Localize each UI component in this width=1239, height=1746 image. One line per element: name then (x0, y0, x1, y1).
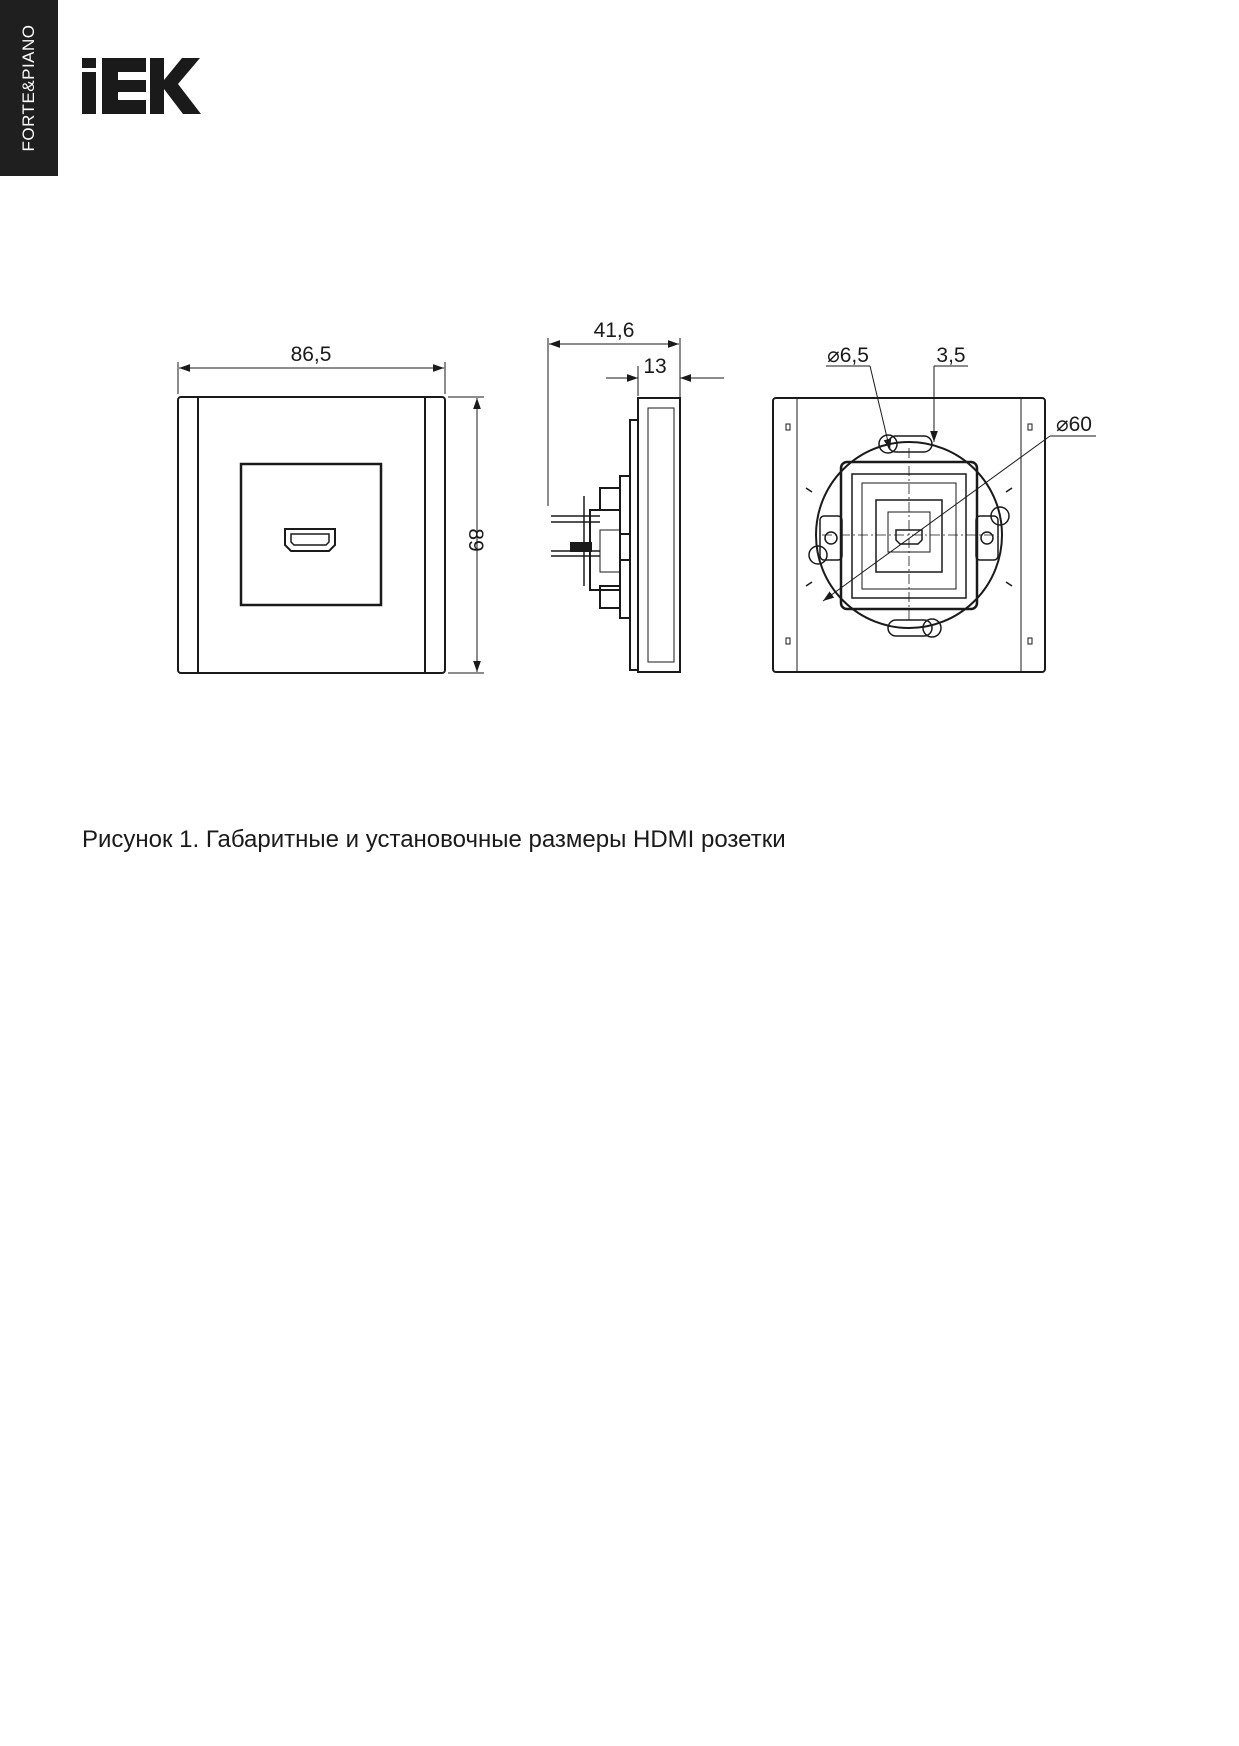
back-offset-dimension: 3,5 (936, 344, 966, 367)
front-view (178, 362, 484, 673)
front-width-dimension: 86,5 (290, 343, 332, 366)
back-view (773, 366, 1096, 672)
figure-caption: Рисунок 1. Габаритные и установочные размеры HDMI розетки (82, 826, 786, 853)
dimension-drawing (0, 300, 1239, 700)
side-view (548, 338, 724, 672)
back-hole-dimension: ⌀6,5 (827, 344, 869, 367)
brand-side-tab (0, 0, 58, 176)
brand-series-label: FORTE&PIANO (19, 24, 38, 152)
front-frame (178, 397, 445, 673)
front-height-dimension: 89 (464, 528, 487, 552)
iek-logo (80, 56, 202, 116)
side-frame-dimension: 13 (643, 355, 667, 378)
side-depth-dimension: 41,6 (593, 319, 635, 342)
back-circle-dimension: ⌀60 (1055, 413, 1093, 436)
hdmi-port-icon (285, 529, 335, 551)
